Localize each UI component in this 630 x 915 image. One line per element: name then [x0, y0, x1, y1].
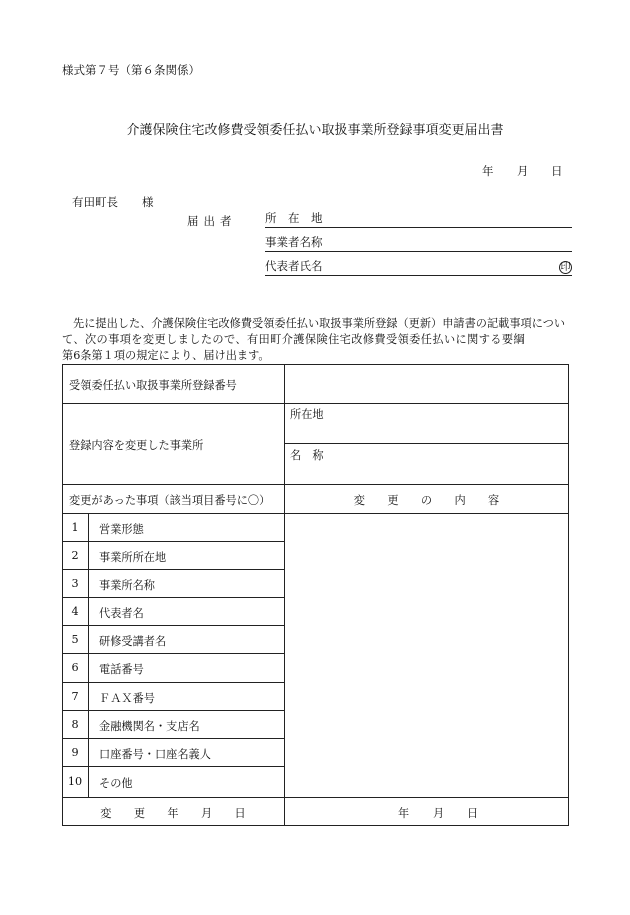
item-label: 金融機関名・支店名: [99, 720, 200, 733]
item-label: ＦＡＸ番号: [99, 692, 155, 705]
table-divider: [62, 484, 569, 485]
table-divider: [284, 443, 569, 444]
table-divider: [62, 738, 284, 739]
table-divider: [62, 653, 284, 654]
changed-items-header: 変更があった事項（該当項目番号に〇）: [69, 494, 271, 507]
table-divider: [62, 682, 284, 683]
change-date-label: 変 更 年 月 日: [100, 807, 246, 820]
table-column-divider: [284, 364, 285, 826]
date-month-label: 月: [517, 164, 529, 178]
notice-paragraph: [62, 316, 574, 364]
addressee-name: 有田町長: [72, 195, 118, 209]
table-divider: [62, 541, 284, 542]
change-date-month: 月: [433, 807, 445, 820]
item-number: 9: [71, 746, 79, 759]
office-address-label: 所在地: [290, 408, 324, 421]
table-divider: [62, 625, 284, 626]
table-column-divider: [88, 513, 89, 797]
date-year-label: 年: [482, 164, 494, 178]
item-label: 代表者名: [99, 607, 144, 620]
filer-company-name-label: 事業者名称: [265, 235, 323, 249]
registration-number-label: 受領委任払い取扱事業所登録番号: [69, 379, 237, 392]
change-date-year: 年: [398, 807, 410, 820]
item-number: 3: [71, 577, 79, 590]
addressee-honorific: 様: [142, 195, 154, 209]
notice-line-2: て、次の事項を変更しましたので、有田町介護保険住宅改修費受領委任払いに関する要綱: [62, 333, 526, 346]
table-divider: [62, 710, 284, 711]
item-number: 1: [71, 521, 79, 534]
changed-office-label: 登録内容を変更した事業所: [69, 439, 204, 452]
item-label: 営業形態: [99, 523, 144, 536]
filer-representative-label: 代表者氏名: [265, 259, 323, 273]
change-date-day: 日: [467, 807, 479, 820]
table-divider: [62, 569, 284, 570]
filer-representative-field[interactable]: [265, 259, 572, 276]
item-number: 8: [71, 718, 79, 731]
item-number: 5: [71, 633, 79, 646]
form-number: 様式第７号（第６条関係）: [62, 63, 200, 77]
filer-address-field[interactable]: [265, 211, 572, 228]
table-divider: [62, 403, 569, 404]
item-number: 4: [71, 605, 79, 618]
seal-mark-icon: 印: [560, 262, 571, 273]
document-title: 介護保険住宅改修費受領委任払い取扱事業所登録事項変更届出書: [126, 123, 504, 138]
table-divider: [62, 766, 284, 767]
notice-line-1: 先に提出した、介護保険住宅改修費受領委任払い取扱事業所登録（更新）申請書の記載事項につい: [73, 317, 566, 330]
notice-line-3: 第6条第１項の規定により、届け出ます。: [62, 349, 270, 362]
table-divider: [62, 513, 569, 514]
item-number: 7: [71, 690, 79, 703]
item-number: 2: [71, 549, 79, 562]
item-number: 10: [67, 775, 83, 788]
item-label: 電話番号: [99, 663, 144, 676]
filer-label: 届出者: [187, 214, 237, 228]
date-day-label: 日: [551, 164, 563, 178]
change-content-header: 変 更 の 内 容: [353, 494, 500, 507]
table-divider: [62, 797, 569, 798]
item-number: 6: [71, 661, 79, 674]
office-name-label: 名 称: [290, 449, 324, 462]
item-label: 研修受講者名: [99, 635, 167, 648]
item-label: その他: [99, 777, 133, 790]
item-label: 口座番号・口座名義人: [99, 748, 211, 761]
filer-company-name-field[interactable]: [265, 235, 572, 252]
table-divider: [62, 597, 284, 598]
item-label: 事業所所在地: [99, 551, 167, 564]
filer-address-label: 所 在 地: [265, 211, 323, 225]
item-label: 事業所名称: [99, 579, 155, 592]
